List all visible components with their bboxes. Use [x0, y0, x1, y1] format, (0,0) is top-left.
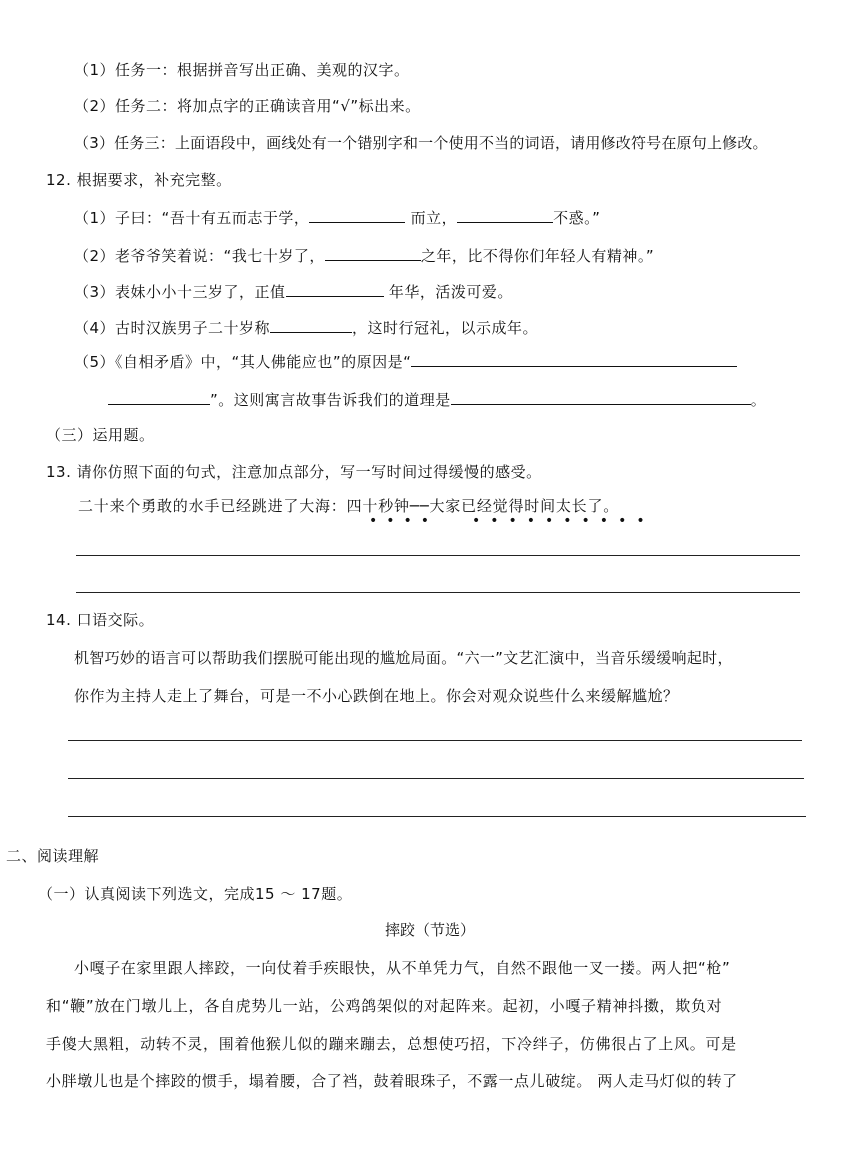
- answer-blank[interactable]: [457, 206, 553, 223]
- emphasis-dots: ••••: [369, 513, 439, 529]
- q12-item-5-text-c: 。: [750, 391, 767, 409]
- q12-item-3-text-b: 年华，活泼可爱。: [388, 283, 513, 301]
- q12-item-2-text-b: 之年，比不得你们年轻人有精神。”: [420, 247, 655, 265]
- q12-item-1-text-b: 而立，: [410, 209, 458, 227]
- answer-line[interactable]: [76, 555, 800, 556]
- passage-line: 小胖墩儿也是个摔跤的惯手，塌着腰，合了裆，鼓着眼珠子，不露一点儿破绽。 两人走马灯似的转了: [46, 1072, 738, 1090]
- answer-line[interactable]: [68, 740, 802, 741]
- passage-line: 手傻大黑粗，动转不灵，围着他猴儿似的蹦来蹦去，总想使巧招，下冷绊子，仿佛很占了上风。可是: [46, 1035, 737, 1053]
- q12-item-4-text-b: ，这时行冠礼，以示成年。: [352, 319, 539, 337]
- passage-title: 摔跤（节选）: [384, 921, 475, 939]
- passage-line: 和“鞭”放在门墩儿上，各自虎势儿一站，公鸡鸽架似的对起阵来。起初，小嘎子精神抖擞，欺负对: [46, 997, 723, 1015]
- q12-item-1-text-a: （1）子曰：“吾十有五而志于学，: [74, 209, 310, 227]
- q12-item-1: [74, 206, 600, 228]
- passage-line: 小嘎子在家里跟人摔跤，一向仗着手疾眼快，从不单凭力气，自然不跟他一叉一搂。两人把“枪”: [74, 959, 731, 977]
- question-12-heading: 12. 根据要求，补充完整。: [46, 171, 232, 189]
- question-14-heading: 14. 口语交际。: [46, 611, 155, 629]
- task-1: （1）任务一：根据拼音写出正确、美观的汉字。: [74, 61, 410, 79]
- answer-blank[interactable]: [325, 244, 421, 261]
- answer-line[interactable]: [68, 816, 806, 817]
- q12-item-3-text-a: （3）表妹小小十三岁了，正值: [74, 283, 286, 301]
- answer-blank[interactable]: [451, 388, 751, 405]
- q12-item-5-cont: [108, 388, 766, 410]
- part-2-heading: 二、阅读理解: [6, 847, 100, 865]
- q12-item-5-text-b: ”。这则寓言故事告诉我们的道理是: [210, 391, 451, 409]
- q12-item-1-text-c: 不惑。”: [553, 209, 601, 227]
- q13-example-sentence: 二十来个勇敢的水手已经跳进了大海：四十秒钟──大家已经觉得时间太长了。: [78, 497, 620, 515]
- task-3: （3）任务三：上面语段中，画线处有一个错别字和一个使用不当的词语，请用修改符号在原句上修改。: [74, 134, 768, 152]
- q12-item-4-text-a: （4）古时汉族男子二十岁称: [74, 319, 271, 337]
- task-2: （2）任务二：将加点字的正确读音用“√”标出来。: [74, 97, 421, 115]
- question-13-heading: 13. 请你仿照下面的句式，注意加点部分，写一写时间过得缓慢的感受。: [46, 463, 542, 481]
- q12-item-5: [74, 350, 737, 372]
- q12-item-3: [74, 280, 513, 302]
- answer-blank[interactable]: [411, 350, 737, 367]
- q14-paragraph-line-1: 机智巧妙的语言可以帮助我们摆脱可能出现的尴尬局面。“六一”文艺汇演中，当音乐缓缓响起时，: [74, 649, 733, 667]
- q12-item-2-text-a: （2）老爷爷笑着说：“我七十岁了，: [74, 247, 325, 265]
- section-3-heading: （三）运用题。: [46, 426, 155, 444]
- emphasis-dots: ••••••••••: [472, 513, 655, 529]
- part-2-subheading: （一）认真阅读下列选文，完成15 ～ 17题。: [38, 885, 353, 903]
- q14-paragraph-line-2: 你作为主持人走上了舞台，可是一不小心跌倒在地上。你会对观众说些什么来缓解尴尬？: [74, 687, 679, 705]
- answer-line[interactable]: [68, 778, 804, 779]
- answer-blank[interactable]: [286, 280, 384, 297]
- q12-item-4: [74, 316, 538, 338]
- q12-item-2: [74, 244, 654, 266]
- answer-blank[interactable]: [108, 388, 210, 405]
- answer-blank[interactable]: [309, 206, 405, 223]
- answer-blank[interactable]: [270, 316, 352, 333]
- q12-item-5-text-a: （5）《自相矛盾》中，“其人佛能应也”的原因是“: [74, 353, 412, 371]
- answer-line[interactable]: [76, 592, 800, 593]
